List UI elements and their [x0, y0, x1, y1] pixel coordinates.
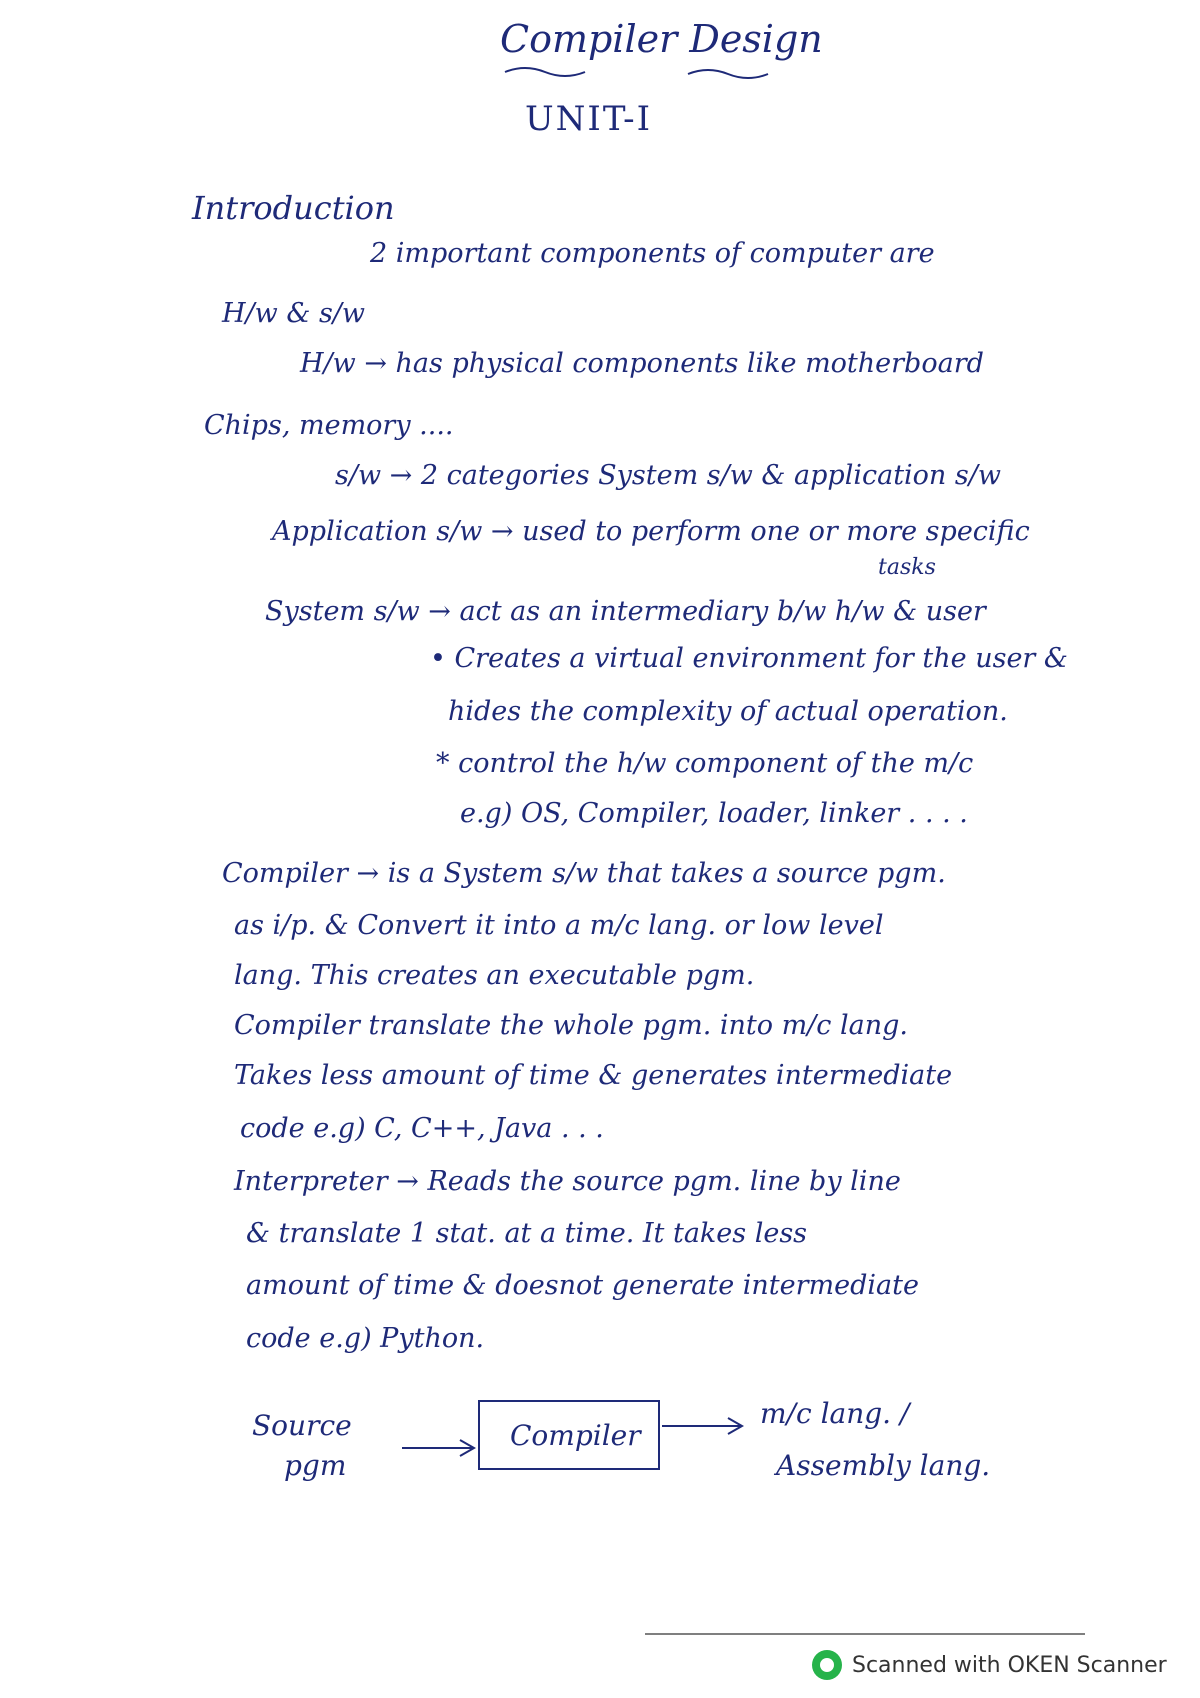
text-line: code e.g) Python.: [246, 1323, 485, 1354]
text-line: amount of time & doesnot generate intermediate: [246, 1270, 919, 1301]
text-line: H/w & s/w: [222, 298, 366, 329]
text-line: Compiler → is a System s/w that takes a source pgm.: [222, 858, 946, 889]
text-line: s/w → 2 categories System s/w & application s/w: [335, 460, 1001, 491]
text-line: Chips, memory ....: [204, 410, 454, 441]
text-line: Takes less amount of time & generates intermediate: [234, 1060, 953, 1091]
diagram-output-label: m/c lang. /: [760, 1397, 910, 1430]
title-underline: [505, 68, 585, 76]
text-line: tasks: [878, 555, 936, 580]
text-line: code e.g) C, C++, Java . . .: [240, 1113, 604, 1144]
arrow-right-icon: [662, 1418, 742, 1434]
oken-scanner-logo-icon: [812, 1650, 842, 1680]
unit-heading: UNIT-I: [525, 99, 653, 139]
text-line: hides the complexity of actual operation.: [448, 696, 1008, 727]
text-line: * control the h/w component of the m/c: [436, 748, 974, 779]
text-line: • Creates a virtual environment for the user &: [430, 643, 1068, 674]
text-line: 2 important components of computer are: [370, 238, 935, 269]
section-heading-introduction: Introduction: [192, 189, 395, 227]
text-line: H/w → has physical components like motherboard: [300, 348, 984, 379]
text-line: e.g) OS, Compiler, loader, linker . . . .: [460, 798, 968, 829]
diagram-output-label: Assembly lang.: [776, 1449, 991, 1482]
arrow-right-icon: [402, 1440, 474, 1456]
text-line: System s/w → act as an intermediary b/w h/w & user: [265, 596, 986, 627]
diagram-source-label: pgm: [284, 1449, 347, 1482]
text-line: Compiler translate the whole pgm. into m/c lang.: [234, 1010, 908, 1041]
scanner-watermark: [812, 1649, 1167, 1681]
page-title: Compiler Design: [500, 17, 823, 61]
title-underline: [688, 70, 768, 78]
text-line: Application s/w → used to perform one or more specific: [272, 516, 1030, 547]
text-line: as i/p. & Convert it into a m/c lang. or low level: [234, 910, 884, 941]
text-line: & translate 1 stat. at a time. It takes less: [246, 1218, 808, 1249]
text-line: lang. This creates an executable pgm.: [234, 960, 755, 991]
compiler-box-label: Compiler: [510, 1419, 641, 1452]
scanner-text: Scanned with OKEN Scanner: [852, 1652, 1167, 1678]
text-line: Interpreter → Reads the source pgm. line by line: [234, 1166, 901, 1197]
diagram-source-label: Source: [252, 1409, 352, 1442]
